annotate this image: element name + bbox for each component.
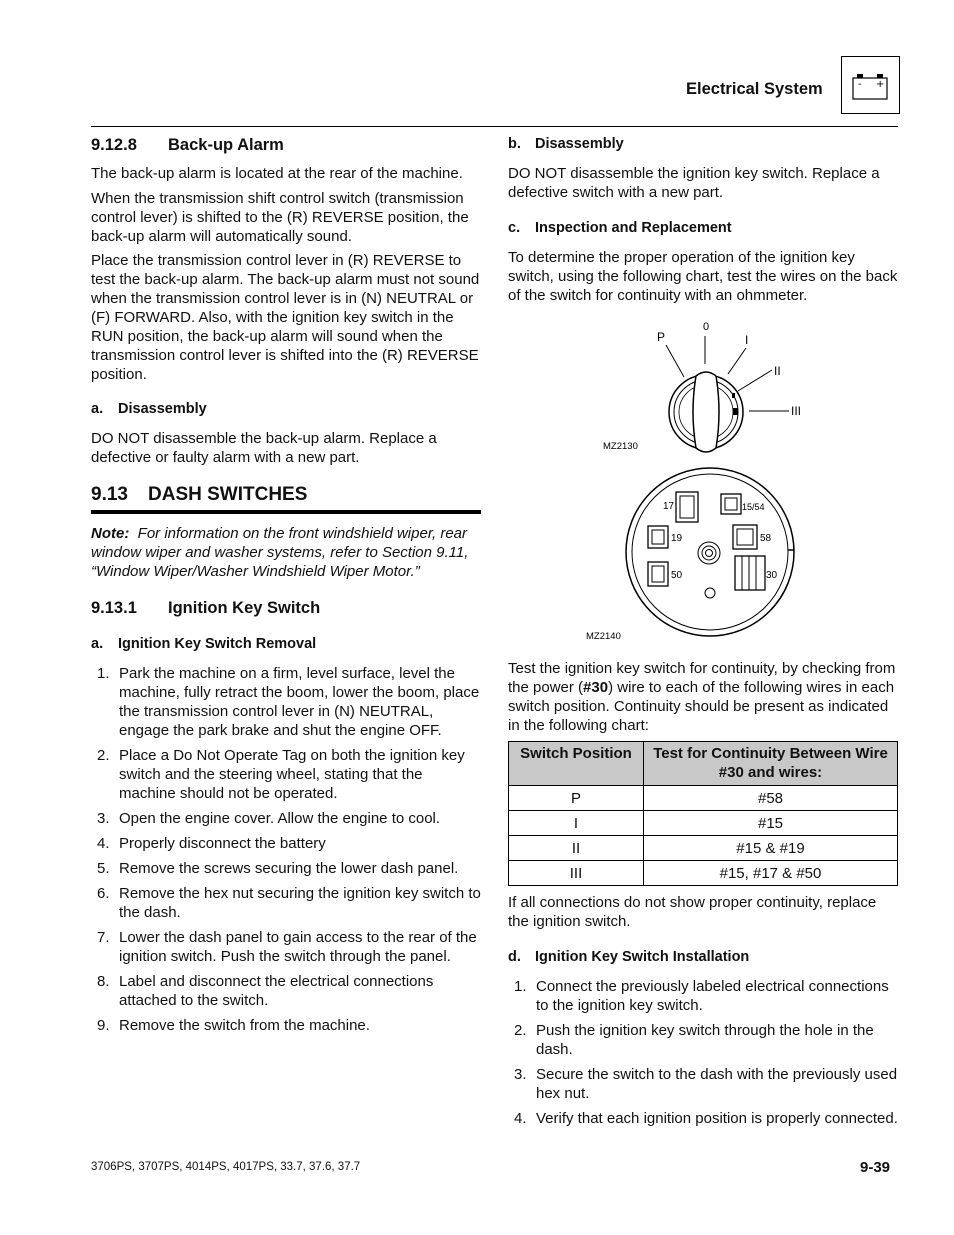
switch-housing-inner [632, 474, 788, 630]
switch-disassembly-letter: b. [508, 136, 521, 152]
footer-models: 3706PS, 3707PS, 4014PS, 4017PS, 33.7, 37.6, 37.7 [91, 1161, 361, 1173]
table-header-row [509, 742, 898, 786]
switch-position-cell: III [509, 861, 644, 886]
ignition-key-icon [693, 372, 719, 452]
position-0-label: 0 [703, 321, 710, 333]
backup-disassembly-text: DO NOT disassemble the back-up alarm. Replace a defective or faulty alarm with a new part. [91, 430, 437, 466]
removal-heading [91, 636, 481, 652]
removal-steps [91, 664, 481, 1041]
continuity-wires-cell: #15 & #19 [644, 836, 898, 861]
position-i-label: I [745, 333, 749, 347]
install-heading [508, 949, 898, 965]
inspection-heading [508, 220, 898, 236]
ignition-heading [91, 599, 481, 618]
removal-step: 6. Remove the hex nut securing the ignition key switch to the dash. [97, 885, 481, 921]
note-label: Note: [91, 525, 130, 542]
install-step: 2. Push the ignition key switch through the hole in the dash. [514, 1022, 874, 1058]
ignition-number: 9.13.1 [91, 599, 137, 617]
switch-housing [626, 468, 794, 636]
removal-letter: a. [91, 636, 104, 652]
position-ii-line [738, 370, 772, 391]
removal-step: 7. Lower the dash panel to gain access to the rear of the ignition switch. Push the switch through the panel. [97, 929, 477, 965]
figure1-id: MZ2130 [603, 441, 638, 452]
ignition-switch-front-figure [596, 314, 816, 454]
terminal-58-label: 58 [760, 533, 772, 544]
install-steps [508, 977, 898, 1134]
removal-step: 2. Place a Do Not Operate Tag on both the ignition key switch and the steering wheel, stating that the machine should not be operated. [97, 747, 465, 802]
header-icon-box [841, 56, 900, 114]
terminal-15-54-label: 15/54 [742, 502, 765, 512]
terminal-58 [733, 525, 772, 549]
column-header: Test for Continuity Between Wire #30 and wires: [644, 742, 898, 786]
switch-disassembly-heading [508, 136, 898, 152]
install-step: 4. Verify that each ignition position is properly connected. [514, 1110, 898, 1127]
table-row [509, 811, 898, 836]
dash-switches-number: 9.13 [91, 484, 128, 505]
backup-alarm-number: 9.12.8 [91, 136, 137, 154]
inspection-letter: c. [508, 220, 521, 236]
removal-title: Ignition Key Switch Removal [118, 636, 317, 652]
removal-step: 1. Park the machine on a firm, level surface, level the machine, fully retract the boom, lower the boom, place the transmission control lever in (N) NEUTRAL, engage the park brake and shut the engine OFF. [97, 665, 480, 739]
continuity-wires-cell: #15 [644, 811, 898, 836]
switch-disassembly-title: Disassembly [535, 136, 624, 152]
backup-alarm-p1: The back-up alarm is located at the rear of the machine. [91, 165, 463, 182]
section-title: Electrical System [686, 80, 823, 98]
terminal-30 [735, 556, 778, 590]
position-mark [732, 393, 735, 398]
backup-disassembly-heading [91, 401, 481, 417]
position-iii-label: III [791, 404, 802, 418]
center-stud [698, 542, 720, 564]
backup-alarm-p3: Place the transmission control lever in (R) REVERSE to test the back-up alarm. The back-up alarm must not sound when the transmission control lever is in (N) NEUTRAL or (F) FORWARD. Also, with the ignition key switch in the RUN position, the back-up alarm will sound when the transmission control lever is shifted into the (R) REVERSE position. [91, 252, 480, 383]
inspection-title: Inspection and Replacement [535, 220, 732, 236]
ignition-switch-back-figure [580, 466, 820, 646]
continuity-test-text: Test the ignition key switch for continuity, by checking from the power (#30) wire to each of the following wires in each switch position. Continuity should be present as indicated in the following chart: [508, 660, 896, 734]
position-mark [733, 408, 738, 415]
svg-text:-: - [858, 79, 862, 90]
removal-step: 3. Open the engine cover. Allow the engine to cool. [97, 810, 441, 827]
terminal-19-label: 19 [671, 533, 683, 544]
removal-step: 5. Remove the screws securing the lower dash panel. [97, 860, 459, 877]
table-row [509, 861, 898, 886]
terminal-17 [663, 492, 698, 522]
table-row [509, 836, 898, 861]
switch-position-cell: P [509, 786, 644, 811]
position-p-label: P [657, 330, 666, 344]
backup-disassembly-letter: a. [91, 401, 104, 417]
note-text: For information on the front windshield wiper, rear window wiper and washer systems, refer to Section 9.11, “Window Wiper/Washer Windshield Wiper Motor.” [91, 525, 469, 580]
removal-step: 8. Label and disconnect the electrical connections attached to the switch. [97, 973, 434, 1009]
position-i-line [728, 348, 746, 374]
column-header: Switch Position [509, 742, 644, 786]
dash-switches-rule [91, 510, 481, 514]
switch-position-cell: I [509, 811, 644, 836]
inspection-text: To determine the proper operation of the ignition key switch, using the following chart, test the wires on the back of the switch for continuity with an ohmmeter. [508, 249, 898, 304]
terminal-19 [648, 526, 683, 548]
backup-alarm-p2: When the transmission shift control switch (transmission control lever) is shifted to the (R) REVERSE position, the back-up alarm will automatically sound. [91, 190, 469, 245]
page-number: 9-39 [860, 1159, 891, 1176]
terminal-30-label: 30 [766, 570, 778, 581]
figure2-id: MZ2140 [586, 631, 621, 642]
position-ii-label: II [774, 364, 781, 378]
terminal-50-label: 50 [671, 570, 683, 581]
table-row [509, 786, 898, 811]
position-p-line [666, 345, 684, 377]
terminal-15-54 [721, 494, 765, 514]
continuity-wires-cell: #15, #17 & #50 [644, 861, 898, 886]
wire-30-emphasis: #30 [583, 679, 609, 696]
ignition-title: Ignition Key Switch [168, 599, 321, 617]
continuity-table [508, 741, 898, 886]
svg-text:+: + [876, 79, 885, 90]
switch-disassembly-text: DO NOT disassemble the ignition key switch. Replace a defective switch with a new part. [508, 165, 880, 201]
install-step: 3. Secure the switch to the dash with the previously used hex nut. [514, 1066, 898, 1102]
mount-hole [705, 588, 715, 598]
install-step: 1. Connect the previously labeled electrical connections to the ignition key switch. [514, 978, 889, 1014]
removal-step: 9. Remove the switch from the machine. [97, 1017, 370, 1034]
backup-alarm-heading [91, 136, 481, 155]
after-table-text: If all connections do not show proper continuity, replace the ignition switch. [508, 894, 877, 930]
terminal-17-label: 17 [663, 501, 675, 512]
terminal-50 [648, 562, 683, 586]
install-letter: d. [508, 949, 521, 965]
continuity-wires-cell: #58 [644, 786, 898, 811]
header-rule [91, 126, 898, 127]
dash-switches-note [91, 524, 481, 581]
backup-alarm-title: Back-up Alarm [168, 136, 284, 154]
install-title: Ignition Key Switch Installation [535, 949, 750, 965]
removal-step: 4. Properly disconnect the battery [97, 835, 326, 852]
battery-icon [842, 57, 899, 113]
dash-switches-title: DASH SWITCHES [148, 484, 308, 505]
dash-switches-heading [91, 484, 481, 506]
switch-position-cell: II [509, 836, 644, 861]
backup-disassembly-title: Disassembly [118, 401, 207, 417]
